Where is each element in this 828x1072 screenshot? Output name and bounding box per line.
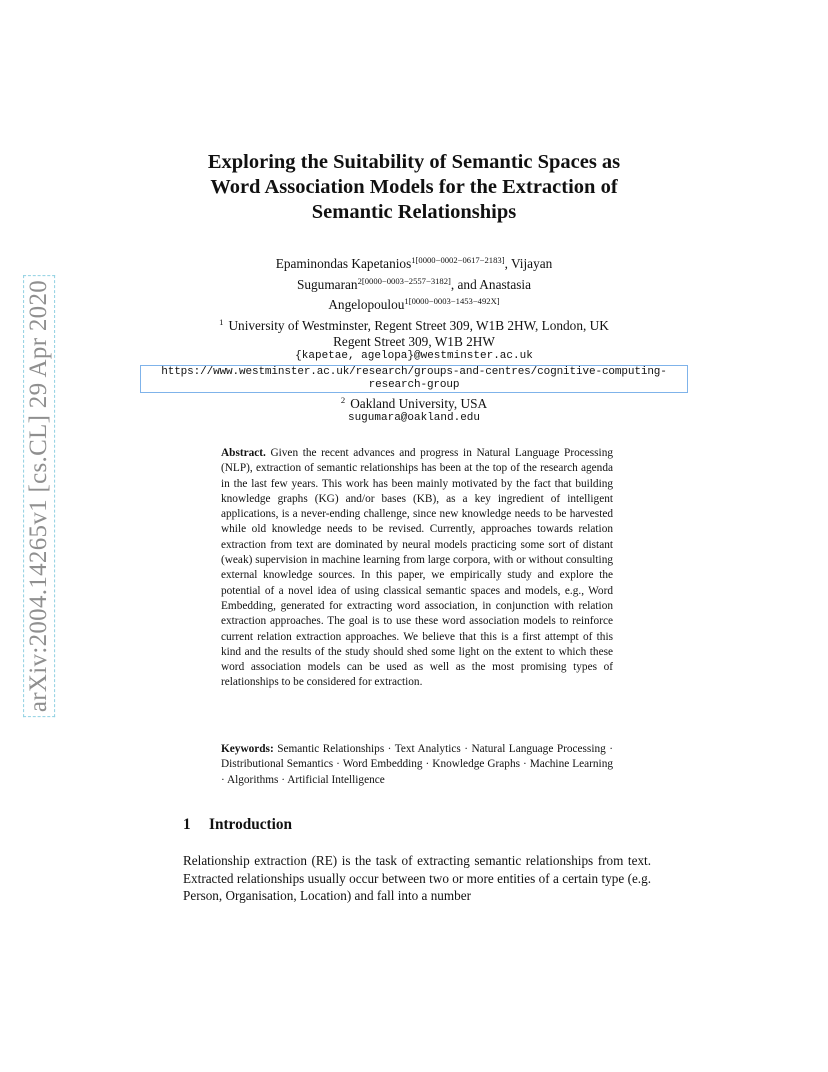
- author-1-name: Epaminondas Kapetanios: [275, 256, 412, 271]
- title-line-3: Semantic Relationships: [311, 201, 517, 223]
- author-3-orcid[interactable]: 1[0000−0003−1453−492X]: [404, 296, 500, 306]
- section-heading: [183, 816, 292, 834]
- abstract-text: Given the recent advances and progress in Natural Language Processing (NLP), extraction of semantic relationships has been at the top of the research agenda in the last few years. This work has been mainly motivated by the fact that building knowledge graphs (KG) and/or bases (KB), as a key ingredient of intelligent applications, is a never-ending challenge, since new knowledge needs to be harvested while old knowledge needs to be revised. Currently, approaches towards relation extraction from text are dominated by neural models practicing some sort of distant (weak) supervision in machine learning from large corpora, with or without consulting external knowledge sources. In this paper, we empirically study and explore the potential of a novel idea of using classical semantic spaces and models, e.g., Word Embedding, generated for extracting word association, in conjunction with relation extraction approaches. The goal is to use these word association models to reinforce current relation extraction approaches. We believe that this is a first attempt of this kind and the results of the study should shed some light on the extent to which these word association models can be used as well as the most promising types of relationships to be considered for extraction.: [221, 447, 613, 689]
- paper-title: [150, 150, 678, 225]
- author-separator: , Vijayan: [504, 256, 553, 271]
- affiliation-2-email: sugumara@oakland.edu: [347, 412, 481, 424]
- affiliation-1-line-2: Regent Street 309, W1B 2HW: [333, 333, 495, 349]
- affiliation-1-url-link[interactable]: https://www.westminster.ac.uk/research/groups-and-centres/cognitive-computing-research-group: [140, 365, 688, 393]
- affiliation-2-line-1: Oakland University, USA: [350, 395, 488, 411]
- author-2-orcid[interactable]: 2[0000−0003−2557−3182]: [357, 275, 451, 286]
- author-list: [200, 252, 628, 314]
- keywords: [221, 742, 613, 788]
- abstract-label: Abstract.: [221, 447, 266, 459]
- abstract: [221, 446, 613, 691]
- title-line-2: Word Association Models for the Extraction of: [210, 176, 618, 198]
- affiliation-2-mark: 2: [340, 394, 346, 405]
- affiliation-1-mark: 1: [219, 317, 224, 327]
- intro-paragraph: Relationship extraction (RE) is the task of extracting semantic relationships from text. Extracted relationships usually occur between two or more entities of a certain type (e.g. Person, Organisation, Location) and fall into a number: [183, 853, 651, 903]
- affiliation-1-line-1: University of Westminster, Regent Street 309, W1B 2HW, London, UK: [228, 318, 609, 333]
- affiliations: [140, 315, 688, 427]
- keywords-text: Semantic Relationships · Text Analytics · Natural Language Processing · Distributional Semantics · Word Embedding · Knowledge Graphs · Machine Learning · Algorithms · Artificial Intelligence: [221, 743, 613, 786]
- arxiv-stamp[interactable]: [18, 256, 60, 736]
- section-title: Introduction: [209, 816, 293, 833]
- section-number: 1: [183, 816, 191, 833]
- author-3-name: Angelopoulou: [328, 297, 405, 312]
- keywords-label: Keywords:: [221, 743, 274, 755]
- title-line-1: Exploring the Suitability of Semantic Spaces as: [207, 151, 621, 173]
- arxiv-stamp-text[interactable]: arXiv:2004.14265v1 [cs.CL] 29 Apr 2020: [25, 277, 53, 715]
- author-2-name: Sugumaran: [296, 276, 358, 292]
- affiliation-1-email: {kapetae, agelopa}@westminster.ac.uk: [295, 350, 533, 362]
- author-1-orcid[interactable]: 1[0000−0002−0617−2183]: [411, 255, 505, 265]
- author-separator: , and Anastasia: [450, 276, 532, 292]
